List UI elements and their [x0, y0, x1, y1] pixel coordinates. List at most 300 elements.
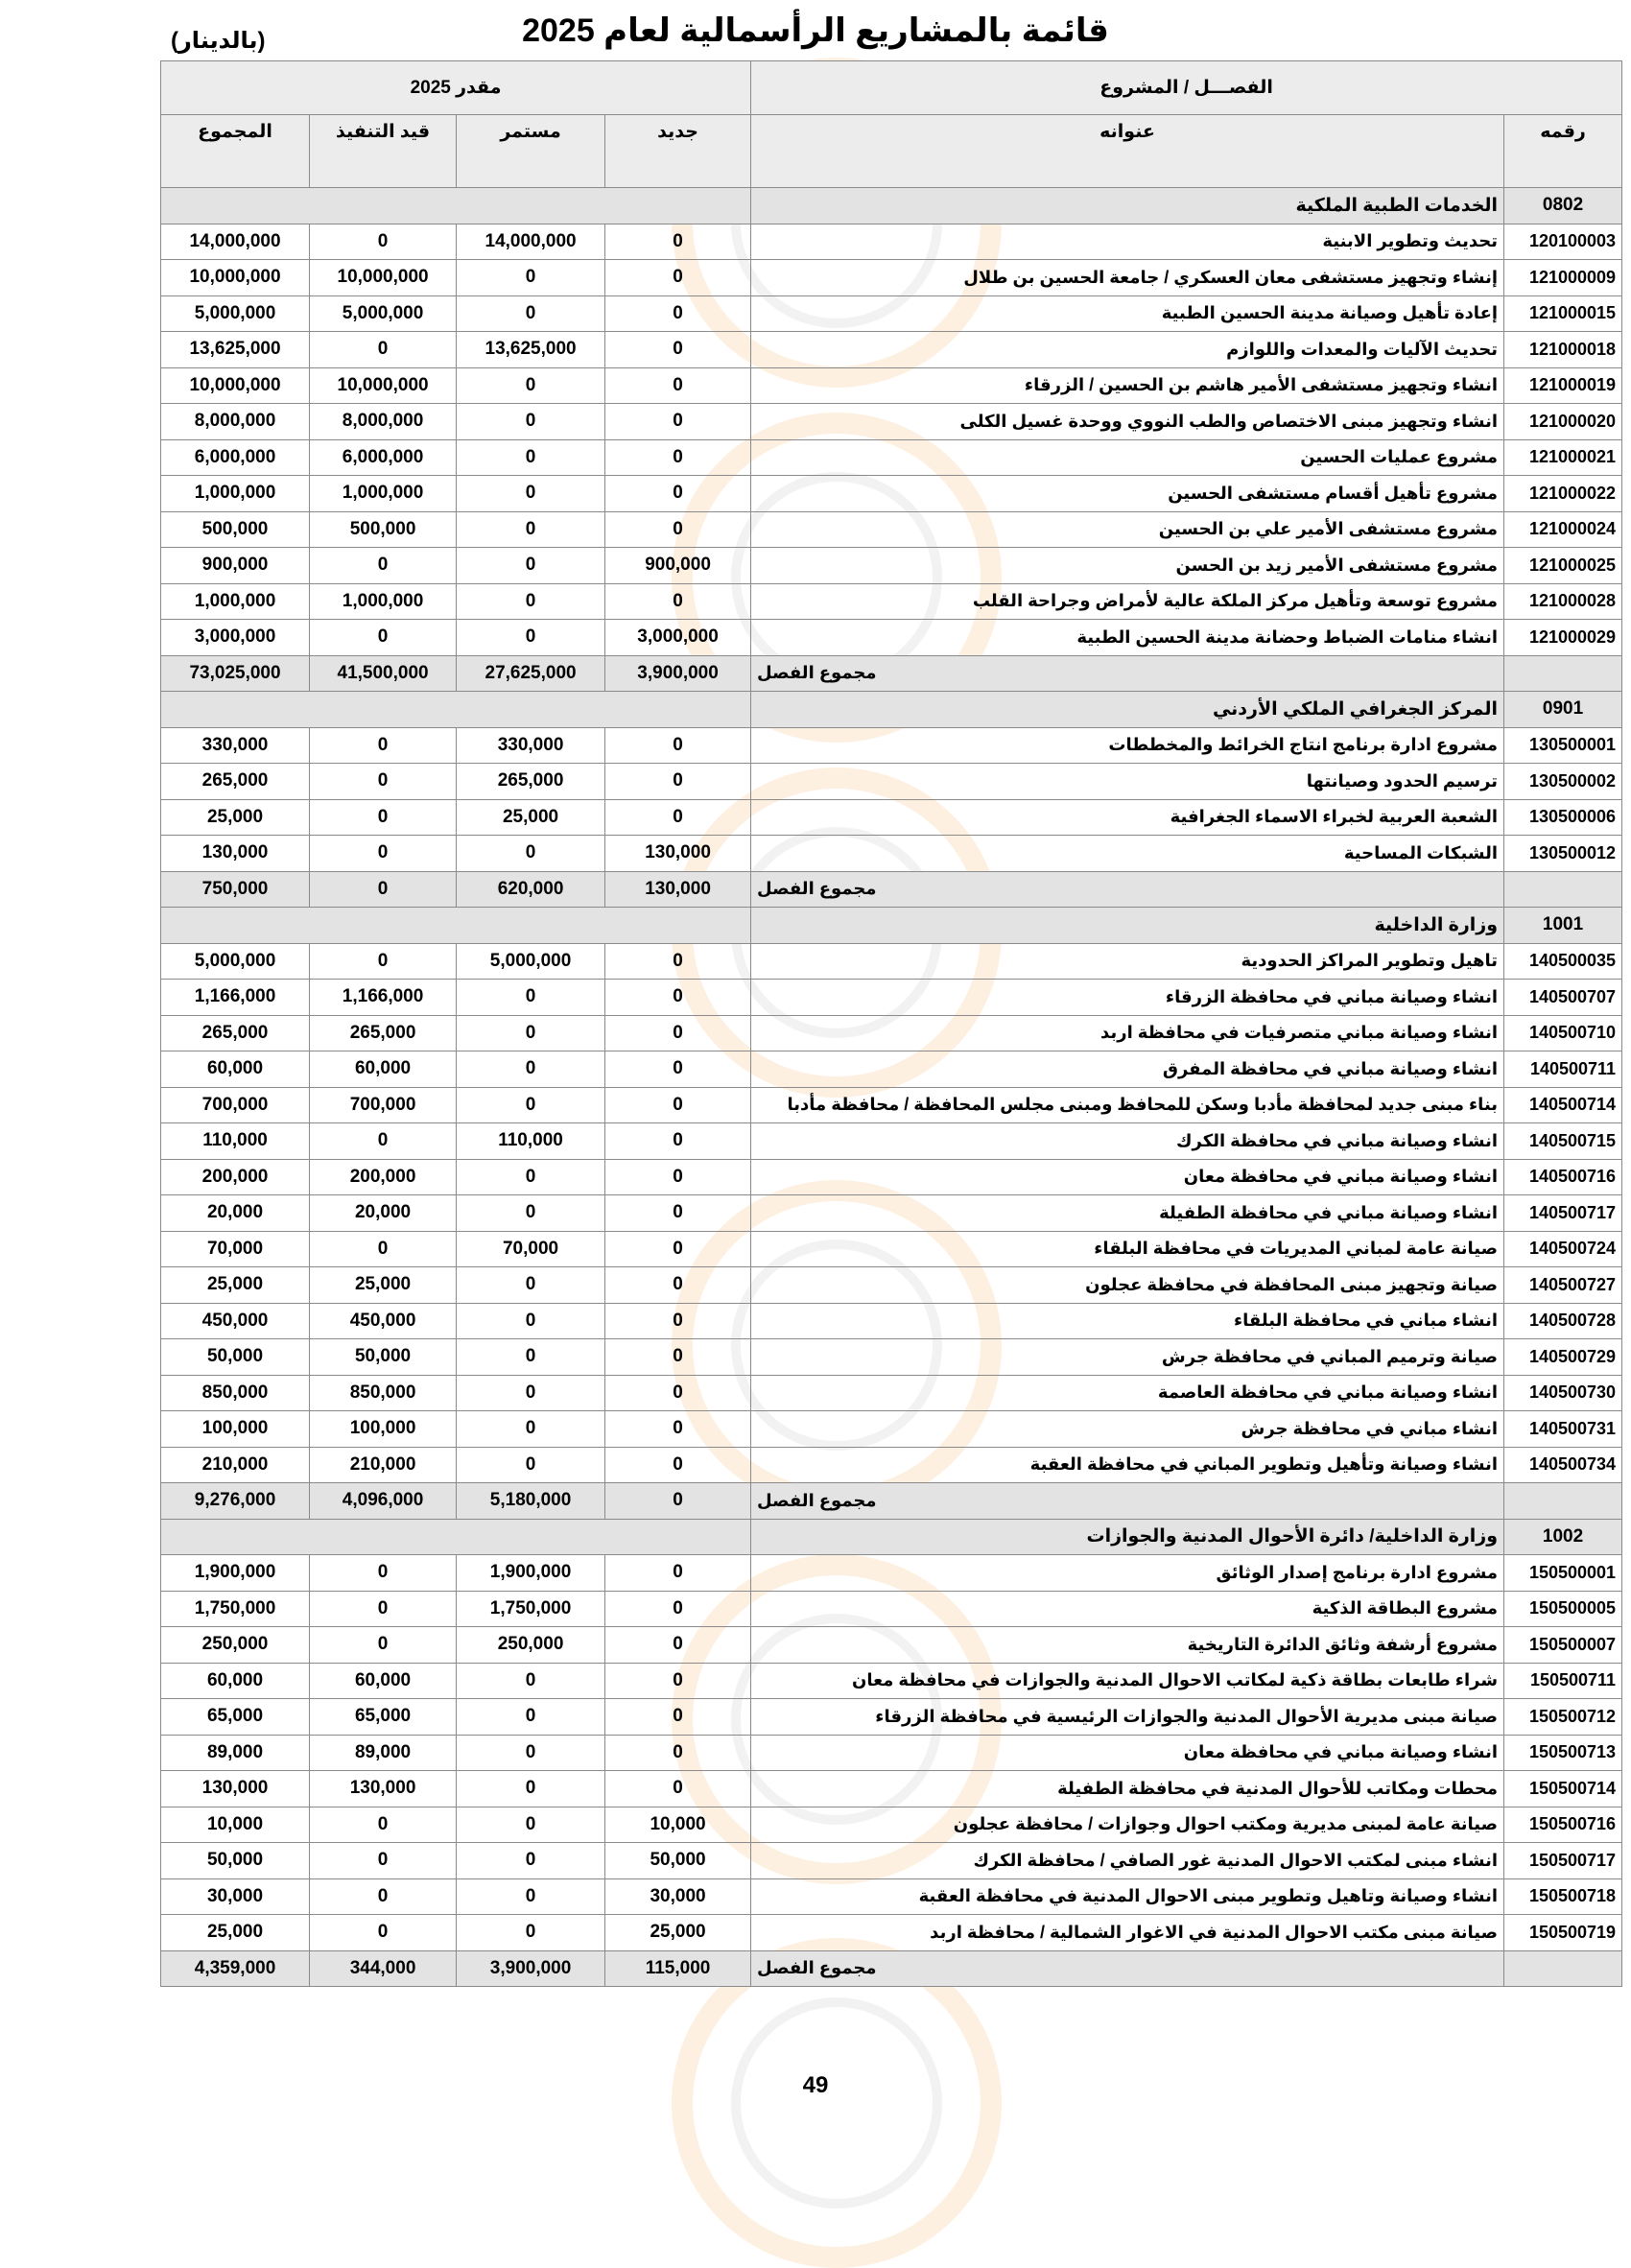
section-row-1002 [161, 1519, 1622, 1555]
amount-total: 265,000 [161, 1015, 310, 1051]
project-number: 130500006 [1504, 799, 1622, 836]
project-title: صيانة مبنى مكتب الاحوال المدنية في الاغوار الشمالية / محافظة اربد [751, 1915, 1504, 1951]
amount-in-progress: 0 [310, 1123, 457, 1160]
amount-in-progress: 10,000,000 [310, 367, 457, 404]
section-blank [161, 188, 751, 224]
amount-continuing: 0 [457, 1159, 605, 1195]
amount-new: 0 [605, 476, 751, 512]
table-row [161, 1411, 1622, 1448]
section-blank [161, 908, 751, 944]
project-title: صيانة عامة لمبنى مديرية ومكتب احوال وجوازات / محافظة عجلون [751, 1807, 1504, 1843]
amount-total: 50,000 [161, 1843, 310, 1879]
amount-continuing: 0 [457, 583, 605, 620]
project-title: انشاء وصيانة مباني متصرفيات في محافظة اربد [751, 1015, 1504, 1051]
amount-in-progress: 0 [310, 224, 457, 260]
project-number: 130500012 [1504, 836, 1622, 872]
table-row [161, 1447, 1622, 1483]
table-row [161, 1087, 1622, 1123]
total-in-progress: 0 [310, 871, 457, 908]
amount-new: 0 [605, 1627, 751, 1664]
amount-new: 0 [605, 1159, 751, 1195]
header-continuing: مستمر [457, 115, 605, 188]
currency-unit: (بالدينار) [171, 28, 266, 54]
project-title: انشاء وصيانة وتاهيل وتطوير مبنى الاحوال المدنية في محافظة العقبة [751, 1878, 1504, 1915]
amount-total: 1,000,000 [161, 476, 310, 512]
header-row-2 [161, 115, 1622, 188]
amount-in-progress: 10,000,000 [310, 260, 457, 296]
table-row [161, 1303, 1622, 1339]
section-total-row [161, 1950, 1622, 1987]
project-title: انشاء مبنى لمكتب الاحوال المدنية غور الصافي / محافظة الكرك [751, 1843, 1504, 1879]
project-title: إنشاء وتجهيز مستشفى معان العسكري / جامعة الحسين بن طلال [751, 260, 1504, 296]
amount-total: 10,000,000 [161, 260, 310, 296]
amount-continuing: 0 [457, 1267, 605, 1304]
amount-in-progress: 210,000 [310, 1447, 457, 1483]
project-title: مشروع أرشفة وثائق الدائرة التاريخية [751, 1627, 1504, 1664]
amount-in-progress: 0 [310, 620, 457, 656]
header-number: رقمه [1504, 115, 1622, 188]
project-title: انشاء منامات الضباط وحضانة مدينة الحسين الطبية [751, 620, 1504, 656]
header-in-progress: قيد التنفيذ [310, 115, 457, 188]
amount-new: 0 [605, 1663, 751, 1699]
table-row [161, 1735, 1622, 1771]
project-title: شراء طابعات بطاقة ذكية لمكاتب الاحوال المدنية والجوازات في محافظة معان [751, 1663, 1504, 1699]
project-title: مشروع البطاقة الذكية [751, 1591, 1504, 1627]
amount-new: 900,000 [605, 548, 751, 584]
amount-in-progress: 0 [310, 1915, 457, 1951]
total-total: 73,025,000 [161, 655, 310, 692]
amount-in-progress: 100,000 [310, 1411, 457, 1448]
section-code: 1001 [1504, 908, 1622, 944]
table-row [161, 1015, 1622, 1051]
project-number: 150500714 [1504, 1771, 1622, 1807]
amount-total: 130,000 [161, 1771, 310, 1807]
amount-new: 0 [605, 1231, 751, 1267]
amount-new: 0 [605, 224, 751, 260]
project-number: 140500711 [1504, 1051, 1622, 1088]
amount-new: 0 [605, 1411, 751, 1448]
amount-continuing: 13,625,000 [457, 332, 605, 368]
amount-total: 60,000 [161, 1663, 310, 1699]
amount-total: 25,000 [161, 1915, 310, 1951]
project-title: صيانة مبنى مديرية الأحوال المدنية والجوازات الرئيسية في محافظة الزرقاء [751, 1699, 1504, 1736]
table-row [161, 1231, 1622, 1267]
project-number: 140500717 [1504, 1195, 1622, 1232]
amount-total: 900,000 [161, 548, 310, 584]
section-row-1001 [161, 908, 1622, 944]
total-blank [1504, 655, 1622, 692]
amount-new: 0 [605, 1051, 751, 1088]
total-in-progress: 4,096,000 [310, 1483, 457, 1520]
table-row [161, 583, 1622, 620]
total-new: 130,000 [605, 871, 751, 908]
project-title: الشعبة العربية لخبراء الاسماء الجغرافية [751, 799, 1504, 836]
amount-continuing: 0 [457, 1915, 605, 1951]
amount-new: 0 [605, 1267, 751, 1304]
amount-in-progress: 0 [310, 1591, 457, 1627]
total-new: 3,900,000 [605, 655, 751, 692]
amount-total: 500,000 [161, 511, 310, 548]
amount-continuing: 0 [457, 1375, 605, 1411]
amount-new: 0 [605, 439, 751, 476]
section-total-row [161, 871, 1622, 908]
section-total-row [161, 655, 1622, 692]
header-total: المجموع [161, 115, 310, 188]
amount-total: 25,000 [161, 799, 310, 836]
amount-new: 0 [605, 1195, 751, 1232]
project-number: 150500716 [1504, 1807, 1622, 1843]
project-number: 150500005 [1504, 1591, 1622, 1627]
total-total: 4,359,000 [161, 1950, 310, 1987]
amount-in-progress: 500,000 [310, 511, 457, 548]
amount-new: 0 [605, 295, 751, 332]
table-row [161, 1627, 1622, 1664]
table-row [161, 1123, 1622, 1160]
project-title: مشروع ادارة برنامج إصدار الوثائق [751, 1555, 1504, 1592]
amount-new: 0 [605, 799, 751, 836]
table-row [161, 439, 1622, 476]
amount-new: 0 [605, 404, 751, 440]
table-row [161, 836, 1622, 872]
table-row [161, 1159, 1622, 1195]
amount-continuing: 265,000 [457, 764, 605, 800]
table-row [161, 1375, 1622, 1411]
amount-total: 110,000 [161, 1123, 310, 1160]
amount-in-progress: 0 [310, 799, 457, 836]
table-row [161, 620, 1622, 656]
project-number: 121000025 [1504, 548, 1622, 584]
amount-total: 65,000 [161, 1699, 310, 1736]
amount-new: 0 [605, 1375, 751, 1411]
total-new: 115,000 [605, 1950, 751, 1987]
amount-in-progress: 1,166,000 [310, 980, 457, 1016]
amount-continuing: 0 [457, 620, 605, 656]
amount-in-progress: 20,000 [310, 1195, 457, 1232]
amount-in-progress: 25,000 [310, 1267, 457, 1304]
amount-in-progress: 850,000 [310, 1375, 457, 1411]
amount-total: 700,000 [161, 1087, 310, 1123]
amount-new: 130,000 [605, 836, 751, 872]
project-number: 130500002 [1504, 764, 1622, 800]
amount-continuing: 0 [457, 404, 605, 440]
project-number: 121000024 [1504, 511, 1622, 548]
total-blank [1504, 1950, 1622, 1987]
amount-new: 50,000 [605, 1843, 751, 1879]
table-row [161, 332, 1622, 368]
amount-in-progress: 8,000,000 [310, 404, 457, 440]
amount-in-progress: 0 [310, 332, 457, 368]
amount-total: 1,000,000 [161, 583, 310, 620]
amount-in-progress: 450,000 [310, 1303, 457, 1339]
project-title: صيانة وترميم المباني في محافظة جرش [751, 1339, 1504, 1376]
project-title: مشروع مستشفى الأمير علي بن الحسين [751, 511, 1504, 548]
amount-total: 50,000 [161, 1339, 310, 1376]
amount-total: 250,000 [161, 1627, 310, 1664]
project-number: 121000020 [1504, 404, 1622, 440]
amount-new: 0 [605, 511, 751, 548]
amount-in-progress: 700,000 [310, 1087, 457, 1123]
amount-total: 25,000 [161, 1267, 310, 1304]
project-number: 140500727 [1504, 1267, 1622, 1304]
amount-total: 100,000 [161, 1411, 310, 1448]
amount-continuing: 0 [457, 1771, 605, 1807]
page-number: 49 [802, 2072, 829, 2098]
total-blank [1504, 871, 1622, 908]
project-number: 140500715 [1504, 1123, 1622, 1160]
amount-in-progress: 5,000,000 [310, 295, 457, 332]
table-row [161, 980, 1622, 1016]
amount-total: 210,000 [161, 1447, 310, 1483]
page-title: قائمة بالمشاريع الرأسمالية لعام 2025 [522, 12, 1109, 49]
project-title: مشروع مستشفى الأمير زيد بن الحسن [751, 548, 1504, 584]
table-row [161, 1771, 1622, 1807]
project-title: تحديث وتطوير الابنية [751, 224, 1504, 260]
amount-in-progress: 0 [310, 764, 457, 800]
amount-continuing: 110,000 [457, 1123, 605, 1160]
amount-in-progress: 1,000,000 [310, 583, 457, 620]
project-title: محطات ومكاتب للأحوال المدنية في محافظة الطفيلة [751, 1771, 1504, 1807]
amount-continuing: 0 [457, 1195, 605, 1232]
amount-total: 70,000 [161, 1231, 310, 1267]
amount-new: 0 [605, 1771, 751, 1807]
project-number: 121000021 [1504, 439, 1622, 476]
project-title: انشاء وصيانة وتأهيل وتطوير المباني في محافظة العقبة [751, 1447, 1504, 1483]
amount-total: 130,000 [161, 836, 310, 872]
project-title: انشاء وصيانة مباني في محافظة معان [751, 1159, 1504, 1195]
total-new: 0 [605, 1483, 751, 1520]
amount-continuing: 14,000,000 [457, 224, 605, 260]
project-number: 130500001 [1504, 727, 1622, 764]
amount-in-progress: 0 [310, 548, 457, 584]
project-number: 140500731 [1504, 1411, 1622, 1448]
project-number: 140500710 [1504, 1015, 1622, 1051]
amount-in-progress: 200,000 [310, 1159, 457, 1195]
amount-in-progress: 89,000 [310, 1735, 457, 1771]
amount-in-progress: 1,000,000 [310, 476, 457, 512]
project-number: 121000015 [1504, 295, 1622, 332]
table-row [161, 1699, 1622, 1736]
amount-continuing: 0 [457, 1447, 605, 1483]
amount-continuing: 0 [457, 367, 605, 404]
section-name: وزارة الداخلية/ دائرة الأحوال المدنية والجوازات [751, 1519, 1504, 1555]
amount-in-progress: 0 [310, 1878, 457, 1915]
amount-continuing: 0 [457, 1303, 605, 1339]
amount-in-progress: 65,000 [310, 1699, 457, 1736]
section-code: 0802 [1504, 188, 1622, 224]
project-number: 120100003 [1504, 224, 1622, 260]
project-title: مشروع توسعة وتأهيل مركز الملكة عالية لأمراض وجراحة القلب [751, 583, 1504, 620]
table-row [161, 1807, 1622, 1843]
amount-continuing: 0 [457, 511, 605, 548]
amount-new: 0 [605, 943, 751, 980]
project-number: 140500707 [1504, 980, 1622, 1016]
amount-total: 60,000 [161, 1051, 310, 1088]
project-number: 121000029 [1504, 620, 1622, 656]
amount-new: 0 [605, 1123, 751, 1160]
table-row [161, 1555, 1622, 1592]
amount-new: 0 [605, 1303, 751, 1339]
total-continuing: 5,180,000 [457, 1483, 605, 1520]
project-title: انشاء وصيانة مباني في محافظة الكرك [751, 1123, 1504, 1160]
amount-total: 450,000 [161, 1303, 310, 1339]
amount-in-progress: 0 [310, 1843, 457, 1879]
amount-total: 6,000,000 [161, 439, 310, 476]
amount-continuing: 0 [457, 1843, 605, 1879]
project-number: 121000009 [1504, 260, 1622, 296]
section-row-0802 [161, 188, 1622, 224]
project-title: الشبكات المساحية [751, 836, 1504, 872]
amount-new: 0 [605, 260, 751, 296]
project-title: انشاء وصيانة مباني في محافظة الطفيلة [751, 1195, 1504, 1232]
capital-projects-table [160, 60, 1622, 1987]
section-blank [161, 692, 751, 728]
table-row [161, 1591, 1622, 1627]
amount-total: 200,000 [161, 1159, 310, 1195]
project-number: 150500001 [1504, 1555, 1622, 1592]
header-title: عنوانه [751, 115, 1504, 188]
project-title: مشروع عمليات الحسين [751, 439, 1504, 476]
amount-continuing: 0 [457, 1087, 605, 1123]
project-number: 150500719 [1504, 1915, 1622, 1951]
amount-total: 1,900,000 [161, 1555, 310, 1592]
amount-continuing: 0 [457, 836, 605, 872]
amount-continuing: 0 [457, 1339, 605, 1376]
amount-new: 0 [605, 1087, 751, 1123]
project-title: صيانة وتجهيز مبنى المحافظة في محافظة عجلون [751, 1267, 1504, 1304]
amount-in-progress: 0 [310, 1231, 457, 1267]
table-row [161, 1843, 1622, 1879]
amount-continuing: 0 [457, 1015, 605, 1051]
project-number: 121000022 [1504, 476, 1622, 512]
section-name: المركز الجغرافي الملكي الأردني [751, 692, 1504, 728]
amount-total: 89,000 [161, 1735, 310, 1771]
project-number: 150500711 [1504, 1663, 1622, 1699]
table-row [161, 511, 1622, 548]
amount-continuing: 0 [457, 548, 605, 584]
project-title: بناء مبنى جديد لمحافظة مأدبا وسكن للمحافظ ومبنى مجلس المحافظة / محافظة مأدبا [751, 1087, 1504, 1123]
section-blank [161, 1519, 751, 1555]
amount-new: 0 [605, 367, 751, 404]
amount-in-progress: 60,000 [310, 1663, 457, 1699]
amount-in-progress: 0 [310, 727, 457, 764]
section-total-label: مجموع الفصل [751, 871, 1504, 908]
table-row [161, 260, 1622, 296]
amount-total: 1,750,000 [161, 1591, 310, 1627]
section-total-row [161, 1483, 1622, 1520]
project-number: 150500717 [1504, 1843, 1622, 1879]
amount-total: 8,000,000 [161, 404, 310, 440]
amount-total: 10,000 [161, 1807, 310, 1843]
amount-continuing: 0 [457, 1051, 605, 1088]
table-row [161, 943, 1622, 980]
table-row [161, 799, 1622, 836]
project-number: 140500730 [1504, 1375, 1622, 1411]
project-number: 150500718 [1504, 1878, 1622, 1915]
amount-new: 0 [605, 764, 751, 800]
project-title: مشروع تأهيل أقسام مستشفى الحسين [751, 476, 1504, 512]
section-code: 1002 [1504, 1519, 1622, 1555]
amount-new: 10,000 [605, 1807, 751, 1843]
total-in-progress: 41,500,000 [310, 655, 457, 692]
amount-new: 0 [605, 1447, 751, 1483]
table-row [161, 404, 1622, 440]
project-title: صيانة عامة لمباني المديريات في محافظة البلقاء [751, 1231, 1504, 1267]
table-row [161, 1051, 1622, 1088]
amount-new: 0 [605, 1015, 751, 1051]
amount-in-progress: 130,000 [310, 1771, 457, 1807]
section-total-label: مجموع الفصل [751, 1483, 1504, 1520]
amount-continuing: 0 [457, 1735, 605, 1771]
project-number: 140500728 [1504, 1303, 1622, 1339]
project-number: 140500724 [1504, 1231, 1622, 1267]
amount-new: 0 [605, 980, 751, 1016]
amount-total: 10,000,000 [161, 367, 310, 404]
amount-continuing: 0 [457, 1699, 605, 1736]
project-title: انشاء وصيانة مباني في محافظة المفرق [751, 1051, 1504, 1088]
total-continuing: 3,900,000 [457, 1950, 605, 1987]
amount-new: 0 [605, 727, 751, 764]
project-number: 140500716 [1504, 1159, 1622, 1195]
project-number: 140500734 [1504, 1447, 1622, 1483]
amount-new: 0 [605, 332, 751, 368]
project-number: 121000028 [1504, 583, 1622, 620]
total-blank [1504, 1483, 1622, 1520]
project-title: انشاء وتجهيز مبنى الاختصاص والطب النووي ووحدة غسيل الكلى [751, 404, 1504, 440]
total-continuing: 620,000 [457, 871, 605, 908]
project-title: تاهيل وتطوير المراكز الحدودية [751, 943, 1504, 980]
project-number: 121000018 [1504, 332, 1622, 368]
amount-continuing: 70,000 [457, 1231, 605, 1267]
amount-new: 25,000 [605, 1915, 751, 1951]
amount-in-progress: 0 [310, 836, 457, 872]
amount-continuing: 0 [457, 476, 605, 512]
amount-continuing: 1,750,000 [457, 1591, 605, 1627]
amount-new: 0 [605, 1699, 751, 1736]
amount-total: 20,000 [161, 1195, 310, 1232]
project-title: انشاء وصيانة مباني في محافظة معان [751, 1735, 1504, 1771]
table-row [161, 1663, 1622, 1699]
amount-continuing: 5,000,000 [457, 943, 605, 980]
total-in-progress: 344,000 [310, 1950, 457, 1987]
amount-total: 265,000 [161, 764, 310, 800]
amount-new: 0 [605, 1555, 751, 1592]
table-row [161, 476, 1622, 512]
amount-continuing: 0 [457, 1878, 605, 1915]
table-row [161, 367, 1622, 404]
project-title: انشاء مباني في محافظة البلقاء [751, 1303, 1504, 1339]
amount-in-progress: 0 [310, 1555, 457, 1592]
section-total-label: مجموع الفصل [751, 1950, 1504, 1987]
section-code: 0901 [1504, 692, 1622, 728]
header-row-1 [161, 61, 1622, 115]
project-number: 140500714 [1504, 1087, 1622, 1123]
table-row [161, 1915, 1622, 1951]
project-title: انشاء مباني في محافظة جرش [751, 1411, 1504, 1448]
project-title: انشاء وصيانة مباني في محافظة الزرقاء [751, 980, 1504, 1016]
amount-continuing: 0 [457, 260, 605, 296]
amount-in-progress: 0 [310, 943, 457, 980]
amount-in-progress: 50,000 [310, 1339, 457, 1376]
header-estimate: مقدر 2025 [161, 61, 751, 115]
amount-total: 5,000,000 [161, 295, 310, 332]
amount-continuing: 0 [457, 1411, 605, 1448]
section-name: الخدمات الطبية الملكية [751, 188, 1504, 224]
amount-in-progress: 60,000 [310, 1051, 457, 1088]
amount-total: 5,000,000 [161, 943, 310, 980]
header-new: جديد [605, 115, 751, 188]
amount-continuing: 250,000 [457, 1627, 605, 1664]
table-row [161, 1878, 1622, 1915]
